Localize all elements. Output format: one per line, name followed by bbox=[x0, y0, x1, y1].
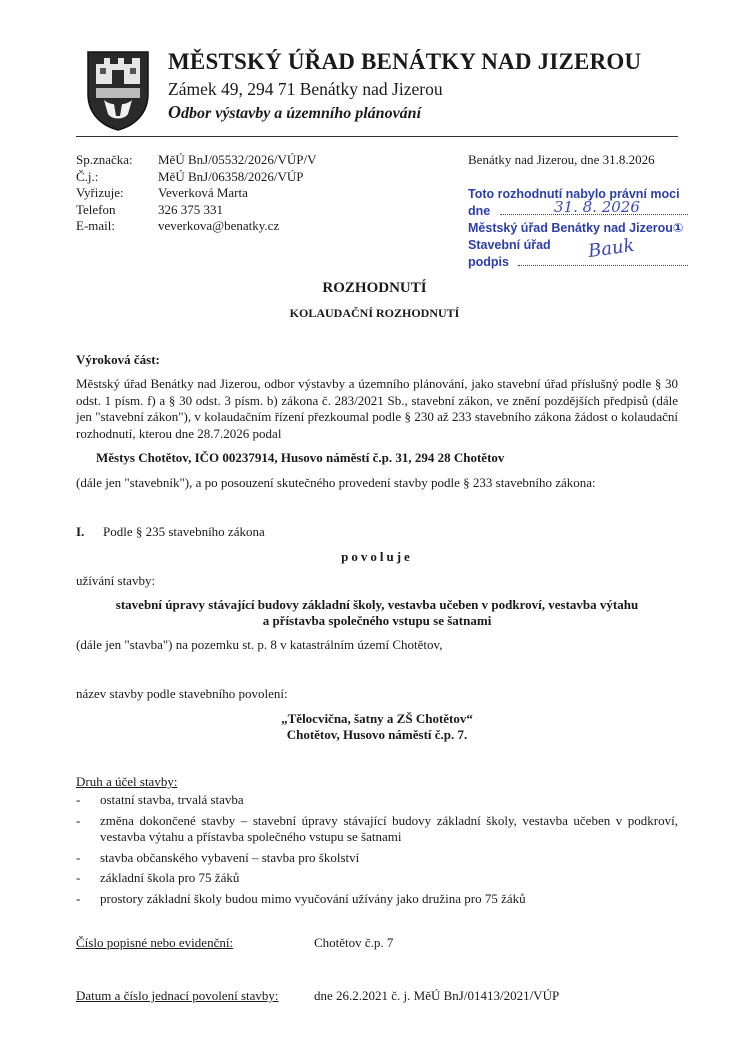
reference-labels bbox=[76, 152, 133, 235]
permit-row bbox=[76, 988, 678, 1005]
plot-text: (dále jen "stavba") na pozemku st. p. 8 v katastrálním území Chotětov, bbox=[76, 637, 443, 652]
building-address: Chotětov, Husovo náměstí č.p. 7. bbox=[286, 727, 468, 742]
use-label: užívání stavby: bbox=[76, 573, 156, 588]
label-cislo-jednaci: Č.j.: bbox=[76, 168, 99, 184]
header-divider bbox=[76, 136, 678, 137]
type-heading: Druh a účel stavby: bbox=[76, 774, 178, 789]
list-item: - ostatní stavba, trvalá stavba bbox=[76, 792, 244, 807]
label-email: E-mail: bbox=[76, 218, 115, 233]
value-cislo-jednaci: MěÚ BnJ/06358/2026/VÚP bbox=[158, 168, 304, 184]
department-name bbox=[168, 102, 421, 123]
permit-value: dne 26.2.2021 č. j. MěÚ BnJ/01413/2021/VÚP bbox=[314, 988, 560, 1003]
applicant: Městys Chotětov, IČO 00237914, Husovo náměstí č.p. 31, 294 28 Chotětov bbox=[96, 450, 505, 465]
stamp-line-1: Toto rozhodnutí nabylo právní moci bbox=[468, 187, 680, 201]
number-label: Číslo popisné nebo evidenční: bbox=[76, 935, 234, 950]
value-telefon: 326 375 331 bbox=[158, 201, 223, 217]
legal-force-stamp bbox=[468, 186, 708, 271]
permit-label: Datum a číslo jednací povolení stavby: bbox=[76, 988, 279, 1003]
handwritten-signature: Bauk bbox=[586, 234, 636, 263]
reference-values bbox=[158, 152, 317, 235]
label-vyrizuje: Vyřizuje: bbox=[76, 185, 124, 200]
department-initial: O bbox=[168, 102, 181, 122]
point-one bbox=[76, 524, 678, 541]
issue-date: Benátky nad Jizerou, dne 31.8.2026 bbox=[468, 152, 655, 167]
stamp-line-2 bbox=[468, 198, 708, 220]
label-spisova-znacka: Sp.značka: bbox=[76, 152, 133, 167]
stamp-signature-label: podpis bbox=[468, 255, 509, 269]
name-label: název stavby podle stavebního povolení: bbox=[76, 686, 288, 701]
city-crest-icon bbox=[84, 48, 152, 132]
point-number: I. bbox=[76, 524, 85, 539]
office-address: Zámek 49, 294 71 Benátky nad Jizerou bbox=[168, 79, 443, 99]
stamp-line-3: Městský úřad Benátky nad Jizerou① bbox=[468, 221, 684, 235]
value-spisova-znacka: MěÚ BnJ/05532/2026/VÚP/V bbox=[158, 152, 317, 167]
label-telefon: Telefon bbox=[76, 201, 116, 217]
intro-paragraph: Městský úřad Benátky nad Jizerou, odbor výstavby a územního plánování, jako stavební úřad příslušný podle § 30 odst. 1 písm. f) a § 30 odst. 3 písm. b) zákona č. 283/2021 Sb., stavební zákon, ve znění pozdějších předpisů (dále jen "stavební zákon"), v kolaudačním řízení přezkoumal podle § 230 až 233 stavebního zákona žádost o kolaudační rozhodnutí, kterou dne 28.7.2026 podal bbox=[76, 376, 678, 441]
list-item: - základní škola pro 75 žáků bbox=[76, 870, 240, 885]
applicant-note: (dále jen "stavebník"), a po posouzení skutečného provedení stavby podle § 233 stavebního zákona: bbox=[76, 475, 596, 490]
section-heading: Výroková část: bbox=[76, 352, 160, 367]
type-list bbox=[76, 792, 678, 911]
point-text: Podle § 235 stavebního zákona bbox=[103, 524, 265, 539]
document-subtitle: KOLAUDAČNÍ ROZHODNUTÍ bbox=[289, 306, 460, 320]
verdict: povoluje bbox=[341, 549, 413, 564]
document-title: ROZHODNUTÍ bbox=[322, 280, 427, 296]
number-value: Chotětov č.p. 7 bbox=[314, 935, 394, 950]
list-item: - změna dokončené stavby – stavební úpravy stávající budovy základní školy, vestavba učeben v podkroví, vestavba výtahu a přístavba společného vstupu se šatnami bbox=[76, 812, 678, 844]
list-item: - stavba občanského vybavení – stavba pro školství bbox=[76, 849, 360, 865]
stamp-date-label: dne bbox=[468, 204, 491, 218]
value-vyrizuje: Veverková Marta bbox=[158, 185, 248, 200]
stamp-line-4: Stavební úřad bbox=[468, 238, 551, 252]
building-name: „Tělocvična, šatny a ZŠ Chotětov“ bbox=[281, 711, 473, 726]
construction-line-2: a přístavba společného vstupu se šatnami bbox=[262, 613, 492, 628]
value-email: veverkova@benatky.cz bbox=[158, 218, 280, 233]
list-item: - prostory základní školy budou mimo vyučování užívány jako družina pro 75 žáků bbox=[76, 890, 526, 906]
construction-line-1: stavební úpravy stávající budovy základní školy, vestavba učeben v podkroví, vestavba výtahu bbox=[115, 597, 639, 612]
department-rest: dbor výstavby a územního plánování bbox=[181, 105, 422, 122]
office-title: MĚSTSKÝ ÚŘAD BENÁTKY NAD JIZEROU bbox=[168, 49, 642, 74]
stamp-handwritten-date: 31. 8. 2026 bbox=[554, 198, 640, 216]
number-row bbox=[76, 935, 678, 952]
